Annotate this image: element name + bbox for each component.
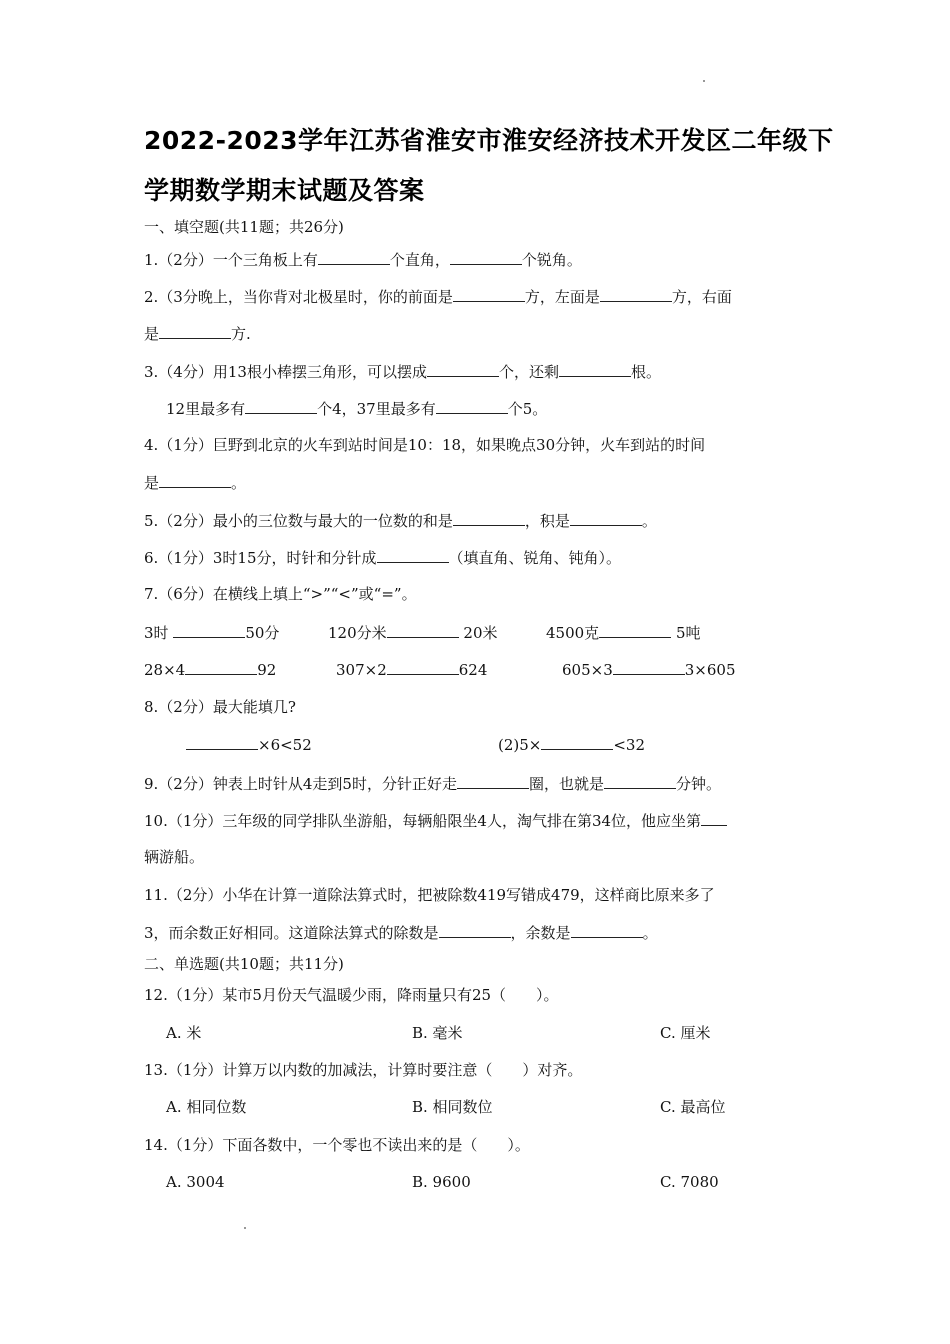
q14-option-c[interactable]: C. 7080 xyxy=(660,1173,719,1191)
q12-option-a[interactable]: A. 米 xyxy=(166,1024,202,1042)
question-14-stem: 14.（1分）下面各数中，一个零也不读出来的是（ ）。 xyxy=(144,1136,530,1154)
q7-item-3-right: 5吨 xyxy=(675,624,701,642)
question-6-text-a: 6.（1分）3时15分，时针和分针成 xyxy=(144,549,377,567)
answer-blank[interactable] xyxy=(559,361,631,377)
question-2-line-1 xyxy=(144,286,732,307)
question-2-text-a: 2.（3分晚上，当你背对北极星时，你的前面是 xyxy=(144,288,453,306)
q7-item-5-right: 624 xyxy=(458,661,488,679)
answer-blank[interactable] xyxy=(453,510,525,526)
q7-item-4-right: 92 xyxy=(257,661,277,679)
q7-item-2-right: 20米 xyxy=(463,624,498,642)
question-9-text-b: 圈，也就是 xyxy=(528,775,604,793)
answer-blank[interactable] xyxy=(600,286,672,302)
section-heading-fill-in: 一、填空题(共11题；共26分) xyxy=(144,218,344,236)
q7-item-6-left: 605×3 xyxy=(562,661,613,679)
question-2-text-c: 方，右面 xyxy=(671,288,732,306)
q7-item-1-left: 3时 xyxy=(144,624,169,642)
question-9 xyxy=(144,773,721,794)
answer-blank[interactable] xyxy=(427,361,499,377)
q7-item-2-left: 120分米 xyxy=(328,624,387,642)
question-6-text-b: （填直角、锐角、钝角）。 xyxy=(448,549,622,567)
q13-option-a[interactable]: A. 相同位数 xyxy=(166,1098,247,1116)
decorative-dot xyxy=(244,1227,246,1229)
question-1-text-c: 个锐角。 xyxy=(521,251,582,269)
answer-blank[interactable] xyxy=(604,773,676,789)
question-4-line-2 xyxy=(144,472,246,493)
question-3-line-1 xyxy=(144,361,661,382)
question-1-text-a: 1.（2分）一个三角板上有 xyxy=(144,251,318,269)
question-3-text-b: 个，还剩 xyxy=(498,363,559,381)
q7-item-5-left: 307×2 xyxy=(336,661,387,679)
answer-blank[interactable] xyxy=(173,622,245,638)
q14-option-b[interactable]: B. 9600 xyxy=(412,1173,471,1191)
question-5-text-a: 5.（2分）最小的三位数与最大的一位数的和是 xyxy=(144,512,453,530)
q7-item-1 xyxy=(144,622,279,643)
q8-item-2 xyxy=(498,734,645,755)
question-13-stem: 13.（1分）计算万以内数的加减法，计算时要注意（ ）对齐。 xyxy=(144,1061,583,1079)
question-3-text-c: 根。 xyxy=(630,363,661,381)
question-11-line-1: 11.（2分）小华在计算一道除法算式时，把被除数419写错成479，这样商比原来多了 xyxy=(144,886,715,904)
question-12-stem: 12.（1分）某市5月份天气温暖少雨，降雨量只有25（ ）。 xyxy=(144,986,559,1004)
q7-item-6 xyxy=(562,659,736,680)
question-11-text-b: 3，而余数正好相同。这道除法算式的除数是 xyxy=(144,924,439,942)
question-1-text-b: 个直角， xyxy=(389,251,450,269)
question-5-text-b: ，积是 xyxy=(524,512,570,530)
q7-item-4-left: 28×4 xyxy=(144,661,186,679)
question-3-text-a: 3.（4分）用13根小棒摆三角形，可以摆成 xyxy=(144,363,427,381)
question-11-text-d: 。 xyxy=(642,924,658,942)
answer-blank[interactable] xyxy=(599,622,671,638)
q8-item-2-left: (2)5× xyxy=(498,736,542,754)
q7-item-3 xyxy=(546,622,701,643)
section-heading-single-choice: 二、单选题(共10题；共11分) xyxy=(144,955,344,973)
question-7-stem: 7.（6分）在横线上填上“>”“<”或“=”。 xyxy=(144,585,417,603)
page-title-line-1: 2022-2023学年江苏省淮安市淮安经济技术开发区二年级下 xyxy=(144,126,834,155)
question-3-text-e: 个4，37里最多有 xyxy=(317,400,436,418)
question-2-line-2 xyxy=(144,323,251,344)
question-5 xyxy=(144,510,657,531)
question-10-line-2: 辆游船。 xyxy=(144,848,205,866)
q8-item-2-right: <32 xyxy=(613,736,646,754)
question-11-text-c: ，余数是 xyxy=(510,924,571,942)
question-8-stem: 8.（2分）最大能填几? xyxy=(144,698,296,716)
answer-blank[interactable] xyxy=(541,734,613,750)
question-2-text-e: 方. xyxy=(231,325,251,343)
question-1 xyxy=(144,249,582,270)
question-3-text-d: 12里最多有 xyxy=(166,400,246,418)
question-9-text-a: 9.（2分）钟表上时针从4走到5时，分针正好走 xyxy=(144,775,457,793)
answer-blank[interactable] xyxy=(159,472,231,488)
q8-item-1-text: ×6<52 xyxy=(258,736,312,754)
answer-blank[interactable] xyxy=(613,659,685,675)
q7-item-2 xyxy=(328,622,498,643)
answer-blank[interactable] xyxy=(439,922,511,938)
q8-item-1 xyxy=(186,734,312,755)
answer-blank[interactable] xyxy=(570,510,642,526)
question-4-text-c: 。 xyxy=(231,474,247,492)
question-4-text-b: 是 xyxy=(144,474,160,492)
answer-blank[interactable] xyxy=(387,622,459,638)
question-11-line-2 xyxy=(144,922,658,943)
q13-option-b[interactable]: B. 相同数位 xyxy=(412,1098,493,1116)
q7-item-4 xyxy=(144,659,276,680)
q7-item-5 xyxy=(336,659,487,680)
question-10-text-a: 10.（1分）三年级的同学排队坐游船，每辆船限坐4人，淘气排在第34位，他应坐第 xyxy=(144,812,702,830)
question-3-text-f: 个5。 xyxy=(507,400,548,418)
page-title-line-2: 学期数学期末试题及答案 xyxy=(144,176,425,205)
q12-option-c[interactable]: C. 厘米 xyxy=(660,1024,711,1042)
q13-option-c[interactable]: C. 最高位 xyxy=(660,1098,726,1116)
answer-blank[interactable] xyxy=(571,922,643,938)
question-9-text-c: 分钟。 xyxy=(675,775,721,793)
answer-blank[interactable] xyxy=(159,323,231,339)
answer-blank[interactable] xyxy=(436,398,508,414)
answer-blank[interactable] xyxy=(186,734,258,750)
question-3-line-2 xyxy=(166,398,547,419)
answer-blank[interactable] xyxy=(185,659,257,675)
question-5-text-c: 。 xyxy=(641,512,657,530)
q7-item-1-right: 50分 xyxy=(245,624,280,642)
answer-blank[interactable] xyxy=(453,286,525,302)
decorative-dot xyxy=(703,80,705,82)
answer-blank[interactable] xyxy=(387,659,459,675)
question-2-text-d: 是 xyxy=(144,325,160,343)
q7-item-6-right: 3×605 xyxy=(684,661,736,679)
answer-blank[interactable] xyxy=(701,810,727,826)
answer-blank[interactable] xyxy=(245,398,317,414)
question-4-line-1: 4.（1分）巨野到北京的火车到站时间是10：18，如果晚点30分钟，火车到站的时间 xyxy=(144,436,706,454)
answer-blank[interactable] xyxy=(450,249,522,265)
q14-option-a[interactable]: A. 3004 xyxy=(166,1173,225,1191)
answer-blank[interactable] xyxy=(318,249,390,265)
question-2-text-b: 方，左面是 xyxy=(524,288,600,306)
answer-blank[interactable] xyxy=(457,773,529,789)
q12-option-b[interactable]: B. 毫米 xyxy=(412,1024,463,1042)
question-10-line-1 xyxy=(144,810,727,831)
question-6 xyxy=(144,547,621,568)
q7-item-3-left: 4500克 xyxy=(546,624,600,642)
answer-blank[interactable] xyxy=(377,547,449,563)
